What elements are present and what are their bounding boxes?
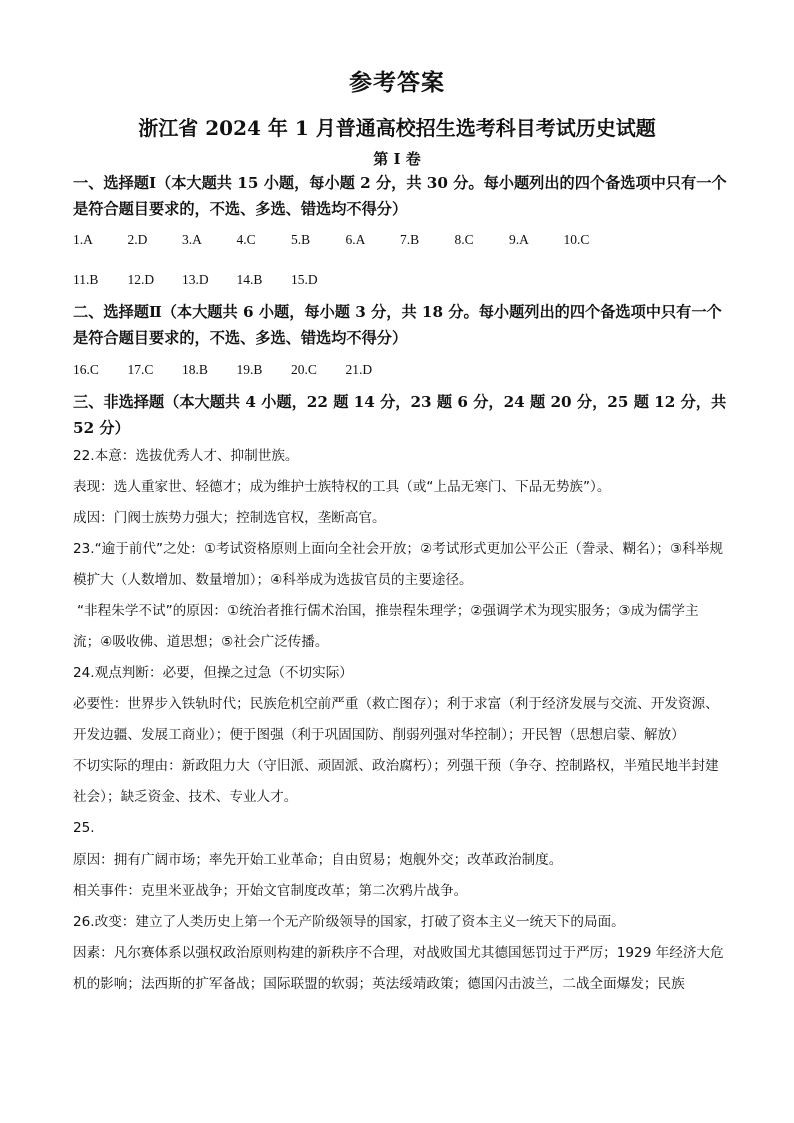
answer-item: 14.B: [236, 272, 263, 287]
answer-25-events: 相关事件：克里米亚战争；开始文官制度改革；第二次鸦片战争。: [73, 883, 468, 899]
answer-item: 17.C: [127, 362, 154, 377]
answer-item: 10.C: [563, 232, 590, 247]
section1-answers-row1: [73, 232, 618, 248]
answer-item: 7.B: [400, 232, 420, 247]
page-title: 参考答案: [349, 69, 445, 96]
answer-22-intent: 22.本意：选拔优秀人才、抑制世族。: [73, 448, 299, 464]
answer-25-number: 25.: [73, 820, 95, 836]
answer-24-judgement: 24.观点判断：必要，但操之过急（不切实际）: [73, 665, 353, 681]
section1-answers-row2: [73, 272, 346, 288]
answer-item: 20.C: [291, 362, 317, 377]
answer-item: 1.A: [73, 232, 93, 247]
volume-label: 第 Ⅰ 卷: [373, 150, 421, 168]
section2-answers-row1: [73, 362, 400, 378]
answer-item: 11.B: [73, 272, 99, 287]
answer-item: 9.A: [509, 232, 529, 247]
exam-title: 浙江省 2024 年 1 月普通高校招生选考科目考试历史试题: [138, 116, 656, 140]
answer-24-necessity: 必要性：世界步入铁轨时代；民族危机空前严重（救亡图存）；利于求富（利于经济发展与交流、开发资源、开发边疆、发展工商业）；便于图强（利于巩固国防、削弱列强对华控制）；开民智（思想启蒙、解放）: [73, 696, 719, 743]
answer-item: 6.A: [345, 232, 366, 247]
answer-23-reasons: “非程朱学不试”的原因：①统治者推行儒术治国，推崇程朱理学；②强调学术为现实服务；③成为儒学主流；④吸收佛、道思想；⑤社会广泛传播。: [73, 603, 699, 650]
answer-item: 13.D: [182, 272, 209, 287]
answer-26-factors: 因素：凡尔赛体系以强权政治原则构建的新秩序不合理，对战败国尤其德国惩罚过于严厉；1929 年经济大危机的影响；法西斯的扩军备战；国际联盟的软弱；英法绥靖政策；德国闪击波兰，二战全面爆发；民族: [73, 945, 724, 992]
answer-item: 18.B: [182, 362, 208, 377]
answer-item: 21.D: [345, 362, 373, 377]
answer-item: 5.B: [291, 232, 311, 247]
answer-item: 12.D: [127, 272, 155, 287]
section3-heading: 三、非选择题（本大题共 4 小题，22 题 14 分，23 题 6 分，24 题 20 分，25 题 12 分，共 52 分）: [73, 393, 727, 437]
answer-item: 15.D: [291, 272, 318, 287]
section2-heading: 二、选择题Ⅱ（本大题共 6 小题，每小题 3 分，共 18 分。每小题列出的四个备选项中只有一个是符合题目要求的，不选、多选、错选均不得分）: [73, 303, 722, 347]
answer-item: 16.C: [73, 362, 99, 377]
answer-22-cause: 成因：门阀士族势力强大；控制选官权，垄断高官。: [73, 510, 386, 526]
answer-item: 4.C: [236, 232, 256, 247]
answer-23-advances: 23.“逾于前代”之处：①考试资格原则上面向全社会开放；②考试形式更加公平公正（誊录、糊名）；③科举规模扩大（人数增加、数量增加）；④科举成为选拔官员的主要途径。: [73, 541, 723, 588]
answer-22-manifestation: 表现：选人重家世、轻德才；成为维护士族特权的工具（或“上品无寒门、下品无势族”）。: [73, 479, 611, 495]
answer-24-impractical-reasons: 不切实际的理由：新政阻力大（守旧派、顽固派、政治腐朽）；列强干预（争夺、控制路权，半殖民地半封建社会）；缺乏资金、技术、专业人才。: [73, 758, 719, 805]
answer-item: 2.D: [127, 232, 148, 247]
answer-item: 3.A: [182, 232, 202, 247]
section1-heading: 一、选择题Ⅰ（本大题共 15 小题，每小题 2 分，共 30 分。每小题列出的四个备选项中只有一个是符合题目要求的，不选、多选、错选均不得分）: [73, 174, 727, 218]
answer-item: 8.C: [454, 232, 474, 247]
answer-item: 19.B: [236, 362, 263, 377]
answer-26-change: 26.改变：建立了人类历史上第一个无产阶级领导的国家，打破了资本主义一统天下的局面。: [73, 914, 625, 930]
answer-25-reasons: 原因：拥有广阔市场；率先开始工业革命；自由贸易；炮舰外交；改革政治制度。: [73, 852, 563, 868]
